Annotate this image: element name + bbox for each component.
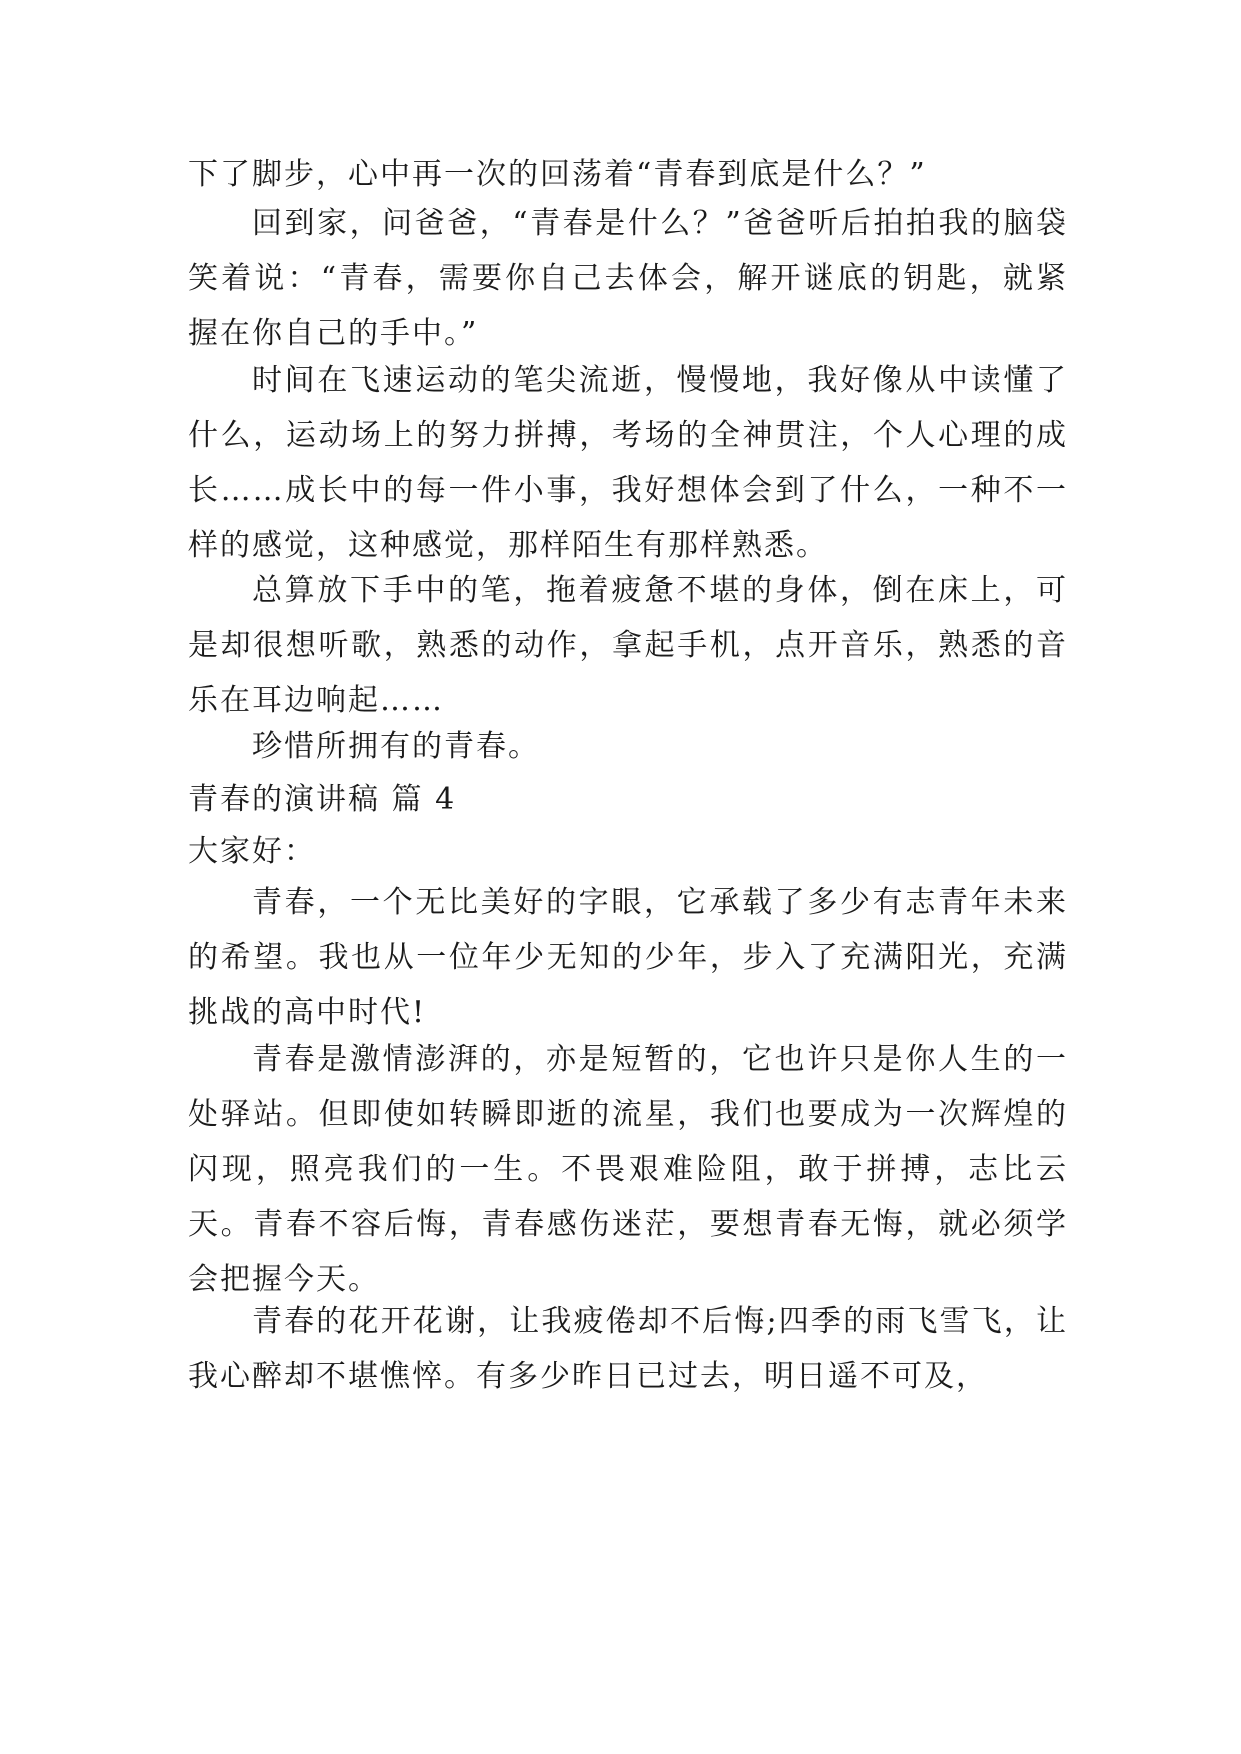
paragraph-time-passing: 时间在飞速运动的笔尖流逝，慢慢地，我好像从中读懂了什么，运动场上的努力拼搏，考场的全神贯注，个人心理的成长……成长中的每一件小事，我好想体会到了什么，一种不一样的感觉，这种感觉，那样陌生有那样熟悉。 (188, 363, 1068, 563)
speech-paragraph-2: 青春是激情澎湃的，亦是短暂的，它也许只是你人生的一处驿站。但即使如转瞬即逝的流星，我们也要成为一次辉煌的闪现，照亮我们的一生。不畏艰难险阻，敢于拼搏，志比云天。青春不容后悔，青春感伤迷茫，要想青春无悔，就必须学会把握今天。 (188, 1042, 1068, 1297)
speech-paragraph-1: 青春，一个无比美好的字眼，它承载了多少有志青年未来的希望。我也从一位年少无知的少年，步入了充满阳光，充满挑战的高中时代! (188, 885, 1068, 1030)
speech-paragraph-3: 青春的花开花谢，让我疲倦却不后悔;四季的雨飞雪飞，让我心醉却不堪憔悴。有多少昨日已过去，明日遥不可及， (188, 1304, 1068, 1394)
greeting: 大家好： (188, 834, 316, 869)
paragraph-put-down-pen: 总算放下手中的笔，拖着疲惫不堪的身体，倒在床上，可是却很想听歌，熟悉的动作，拿起手机，点开音乐，熟悉的音乐在耳边响起…… (188, 573, 1068, 718)
paragraph-continuation: 下了脚步，心中再一次的回荡着“青春到底是什么？” (188, 157, 927, 192)
section-title: 青春的演讲稿 篇 4 (188, 782, 457, 817)
paragraph-ask-father: 回到家，问爸爸，“青春是什么？”爸爸听后拍拍我的脑袋笑着说：“青春，需要你自己去体会，解开谜底的钥匙，就紧握在你自己的手中。” (188, 206, 1068, 351)
paragraph-cherish-youth: 珍惜所拥有的青春。 (252, 729, 540, 764)
